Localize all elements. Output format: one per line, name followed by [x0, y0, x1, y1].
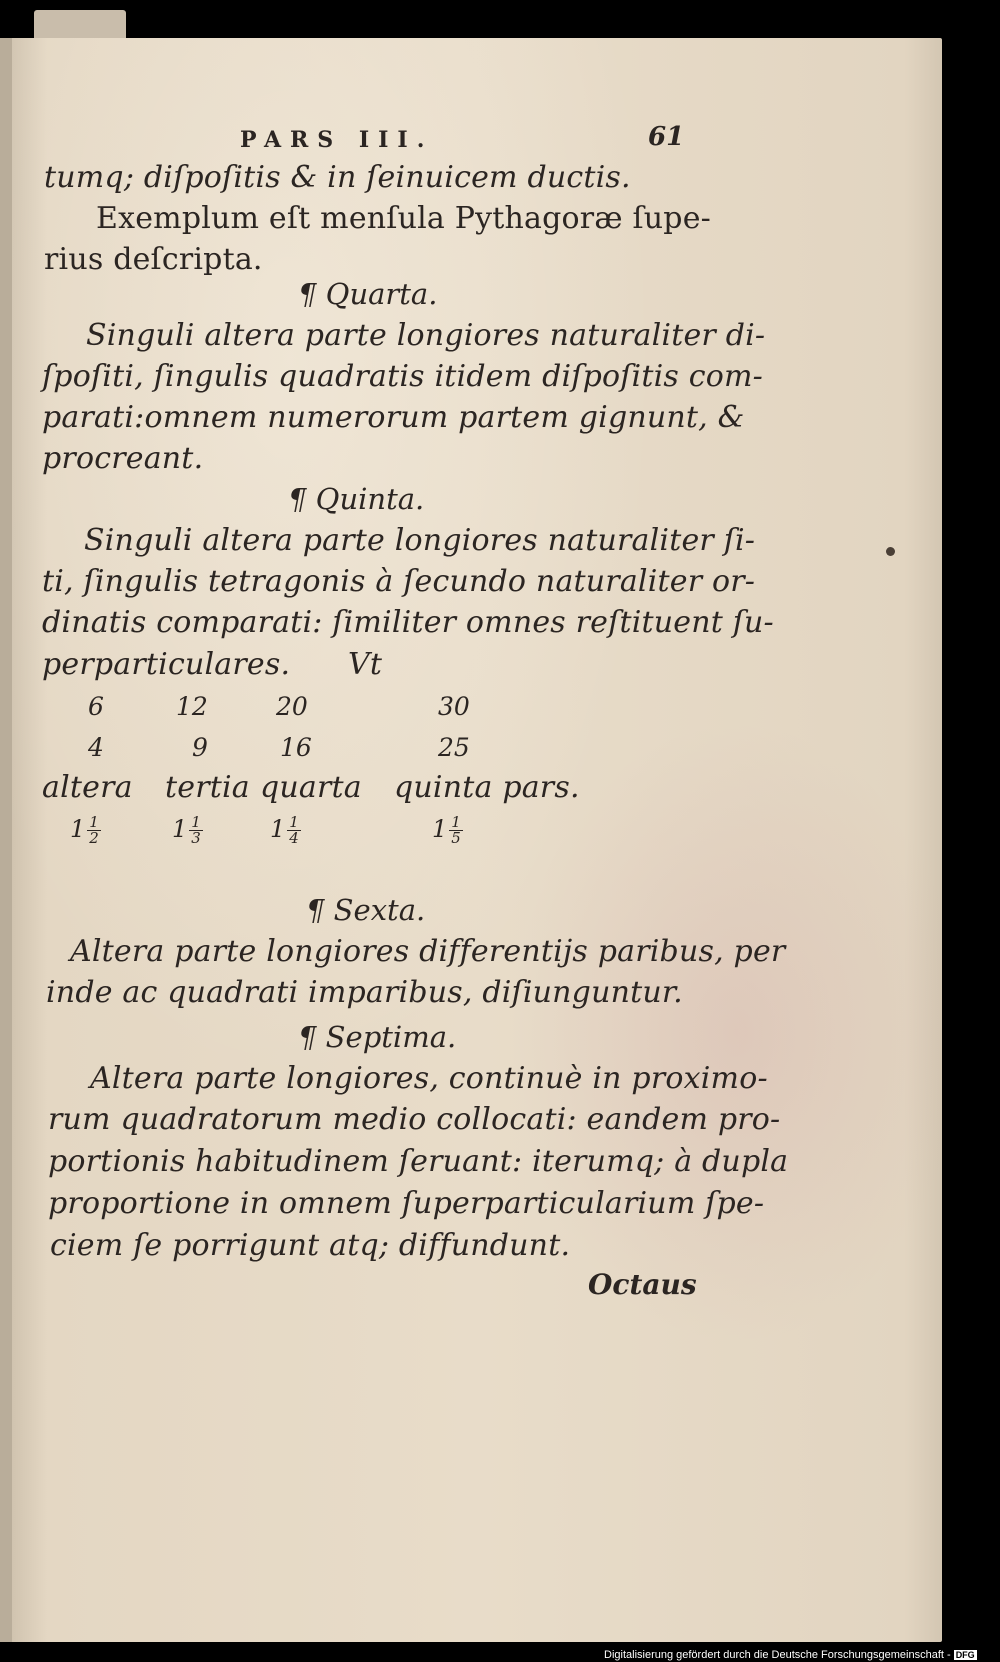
ink-speck — [886, 547, 895, 556]
text-line: tumq; diſpoſitis & in ſeinuicem ductis. — [44, 160, 631, 195]
fraction — [189, 815, 203, 846]
table-label: quinta pars. — [394, 770, 580, 805]
text-line: inde ac quadrati imparibus, diſiunguntur. — [46, 975, 683, 1010]
credit-text: Digitalisierung gefördert durch die Deutsche Forschungsgemeinschaft - — [604, 1649, 951, 1661]
table-label: altera — [42, 770, 133, 805]
table-cell: 16 — [280, 733, 312, 762]
ratio-value — [270, 815, 301, 846]
text-line: parati:omnem numerorum partem gignunt, & — [42, 400, 745, 435]
section-heading: ¶ Septima. — [298, 1020, 457, 1054]
ratio-value — [70, 815, 101, 846]
fraction-numerator: 1 — [89, 813, 99, 831]
ratio-value — [172, 815, 203, 846]
section-heading: ¶ Sexta. — [306, 893, 426, 927]
table-label: tertia — [165, 770, 250, 805]
catchword: Octaus — [588, 1268, 697, 1301]
text-line: procreant. — [42, 441, 204, 476]
ratio-whole: 1 — [172, 815, 188, 843]
fraction-numerator: 1 — [451, 813, 461, 831]
text-line: ciem ſe porrigunt atq; diffundunt. — [50, 1228, 571, 1263]
table-cell: 12 — [176, 692, 208, 721]
table-cell: 6 — [88, 692, 104, 721]
text-line: proportione in omnem ſuperparticularium ſpe- — [48, 1186, 765, 1221]
ratio-whole: 1 — [70, 815, 86, 843]
text-line: perparticulares. — [42, 647, 291, 682]
dfg-logo: DFG — [955, 1650, 975, 1660]
fraction-denominator: 2 — [89, 829, 99, 847]
text-line: ti, ſingulis tetragonis à ſecundo naturaliter or- — [42, 564, 756, 599]
fraction — [287, 815, 301, 846]
text-line: Exemplum eſt menſula Pythagoræ ſupe- — [96, 201, 711, 236]
text-line: rius deſcripta. — [44, 242, 263, 277]
text-line: dinatis comparati: ſimiliter omnes reſtituent ſu- — [42, 605, 774, 640]
text-line: ſpoſiti, ſingulis quadratis itidem diſpoſitis com- — [42, 359, 763, 394]
running-title: PARS III. — [240, 127, 434, 153]
digitization-credit — [604, 1649, 977, 1661]
table-cell: 20 — [276, 692, 308, 721]
table-cell: 4 — [88, 733, 104, 762]
fraction-denominator: 3 — [191, 829, 201, 847]
fraction-denominator: 4 — [289, 829, 299, 847]
page-gutter — [0, 38, 12, 1642]
fraction-denominator: 5 — [451, 829, 461, 847]
fraction — [87, 815, 101, 846]
fraction-numerator: 1 — [191, 813, 201, 831]
ratio-whole: 1 — [270, 815, 286, 843]
fraction-numerator: 1 — [289, 813, 299, 831]
table-label: quarta — [260, 770, 362, 805]
table-cell: 9 — [192, 733, 208, 762]
table-cell: 30 — [438, 692, 470, 721]
text-line: Altera parte longiores, continuè in proximo- — [90, 1061, 768, 1096]
table-cell: 25 — [438, 733, 470, 762]
section-heading: ¶ Quarta. — [298, 277, 438, 311]
book-page — [10, 38, 942, 1642]
fraction — [449, 815, 463, 846]
text-line: Vt — [348, 647, 383, 682]
ratio-whole: 1 — [432, 815, 448, 843]
folio-number: 61 — [648, 122, 685, 152]
text-line: Singuli altera parte longiores naturaliter ſi- — [84, 523, 756, 558]
text-line: Singuli altera parte longiores naturaliter di- — [86, 318, 766, 353]
page-edge-tab — [34, 10, 126, 40]
text-line: portionis habitudinem ſeruant: iterumq; à dupla — [48, 1144, 789, 1179]
ratio-value — [432, 815, 463, 846]
section-heading: ¶ Quinta. — [288, 482, 425, 516]
text-line: Altera parte longiores differentijs paribus, per — [70, 934, 786, 969]
text-line: rum quadratorum medio collocati: eandem pro- — [48, 1102, 781, 1137]
